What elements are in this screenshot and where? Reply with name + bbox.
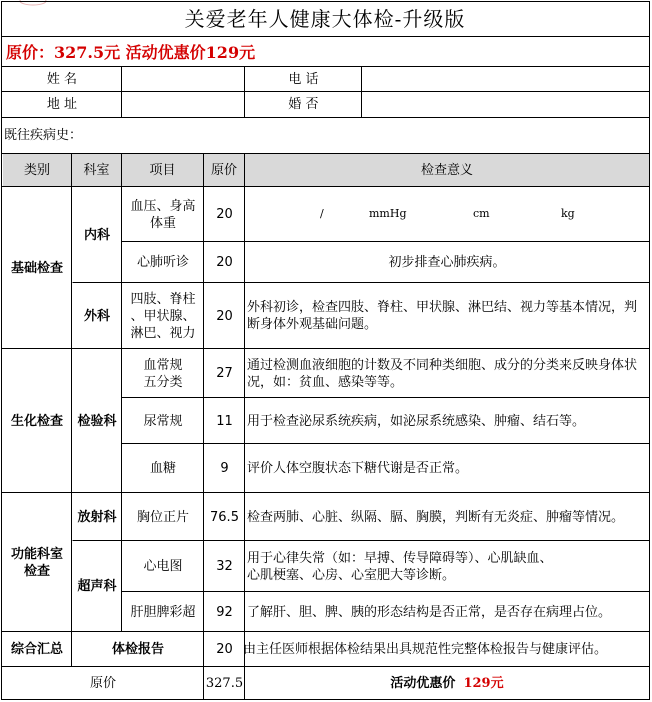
summary-price: 20	[216, 642, 233, 657]
meaning-urine-routine: 用于检查泌尿系统疾病，如泌尿系统感染、肿瘤、结石等。	[247, 413, 586, 429]
page-title: 关爱老年人健康大体检-升级版	[184, 6, 466, 31]
department-surgery: 外科	[83, 308, 110, 324]
marital-label: 婚 否	[288, 96, 319, 112]
price-line: 原价：327.5元 活动优惠价129元	[6, 42, 256, 62]
item-urine-routine: 尿常规	[143, 413, 183, 429]
price-cardio-auscultation: 20	[216, 255, 233, 270]
phone-label: 电 话	[288, 71, 319, 87]
vitals-weight-unit: kg	[561, 207, 575, 220]
meaning-blood-pressure	[245, 187, 649, 242]
price-ecg: 32	[216, 559, 233, 574]
header-price: 原价	[204, 154, 244, 186]
summary-meaning: 由主任医师根据体检结果出具规范性完整体检报告与健康评估。	[243, 642, 608, 657]
meaning-abdominal-ultrasound: 了解肝、胆、脾、胰的形态结构是否正常，是否存在病理占位。	[247, 604, 612, 620]
item-chest-xray: 胸位正片	[136, 509, 189, 525]
marital-field[interactable]	[362, 91, 649, 117]
total-promo-value: 129元	[463, 676, 504, 691]
category-functional: 功能科室 检查	[10, 546, 63, 579]
price-abdominal-ultrasound: 92	[216, 604, 233, 620]
vitals-separator: /	[320, 207, 324, 220]
history-label: 既往疾病史：	[4, 127, 83, 143]
price-chest-xray: 76.5	[210, 509, 239, 525]
address-field[interactable]	[122, 91, 245, 117]
price-blood-sugar: 9	[220, 461, 229, 476]
price-blood-pressure: 20	[216, 207, 233, 222]
category-basic: 基础检查	[10, 260, 63, 276]
item-blood-routine: 血常规 五分类	[143, 357, 183, 390]
header-department: 科室	[72, 154, 121, 186]
meaning-chest-xray: 检查两肺、心脏、纵隔、膈、胸膜，判断有无炎症、肿瘤等情况。	[247, 509, 625, 525]
total-promo	[245, 667, 649, 700]
item-limbs-spine: 四肢、脊柱 、甲状腺、 淋巴、视力	[130, 291, 196, 341]
total-promo-label: 活动优惠价	[390, 676, 456, 691]
price-limbs-spine: 20	[216, 308, 233, 324]
item-blood-pressure: 血压、身高 体重	[130, 198, 196, 231]
item-cardio-auscultation: 心肺听诊	[136, 255, 189, 270]
meaning-blood-routine: 通过检测血液细胞的计数及不同种类细胞、成分的分类来反映身体状况，如：贫血、感染等等。	[247, 357, 638, 390]
category-biochem: 生化检查	[10, 413, 63, 429]
item-abdominal-ultrasound: 肝胆脾彩超	[130, 604, 196, 620]
price-urine-routine: 11	[216, 413, 233, 429]
name-label: 姓 名	[46, 71, 78, 87]
meaning-limbs-spine: 外科初诊，检查四肢、脊柱、甲状腺、淋巴结、视力等基本情况，判断身体外观基础问题。	[247, 300, 638, 332]
meaning-ecg: 用于心律失常（如：早搏、传导障碍等）、心肌缺血、 心肌梗塞、心房、心室肥大等诊断。	[247, 550, 553, 583]
vitals-height-unit: cm	[473, 207, 490, 220]
department-radiology: 放射科	[77, 509, 117, 525]
category-summary: 综合汇总	[10, 642, 63, 657]
department-internal: 内科	[83, 227, 110, 243]
total-price: 327.5	[205, 676, 244, 691]
summary-item: 体检报告	[111, 642, 164, 657]
header-category: 类别	[3, 154, 71, 186]
vitals-bp-unit: mmHg	[369, 207, 407, 220]
meaning-blood-sugar: 评价人体空腹状态下糖代谢是否正常。	[247, 461, 469, 476]
header-item: 项目	[122, 154, 203, 186]
item-ecg: 心电图	[143, 559, 183, 574]
phone-field[interactable]	[362, 67, 649, 91]
department-ultrasound: 超声科	[77, 579, 117, 594]
department-lab: 检验科	[77, 413, 117, 429]
total-label: 原价	[89, 676, 116, 691]
meaning-cardio-auscultation: 初步排查心肺疾病。	[388, 255, 506, 270]
price-blood-routine: 27	[216, 366, 233, 381]
name-field[interactable]	[122, 67, 245, 91]
address-label: 地 址	[46, 96, 78, 112]
item-blood-sugar: 血糖	[149, 461, 176, 476]
header-meaning: 检查意义	[245, 154, 649, 186]
